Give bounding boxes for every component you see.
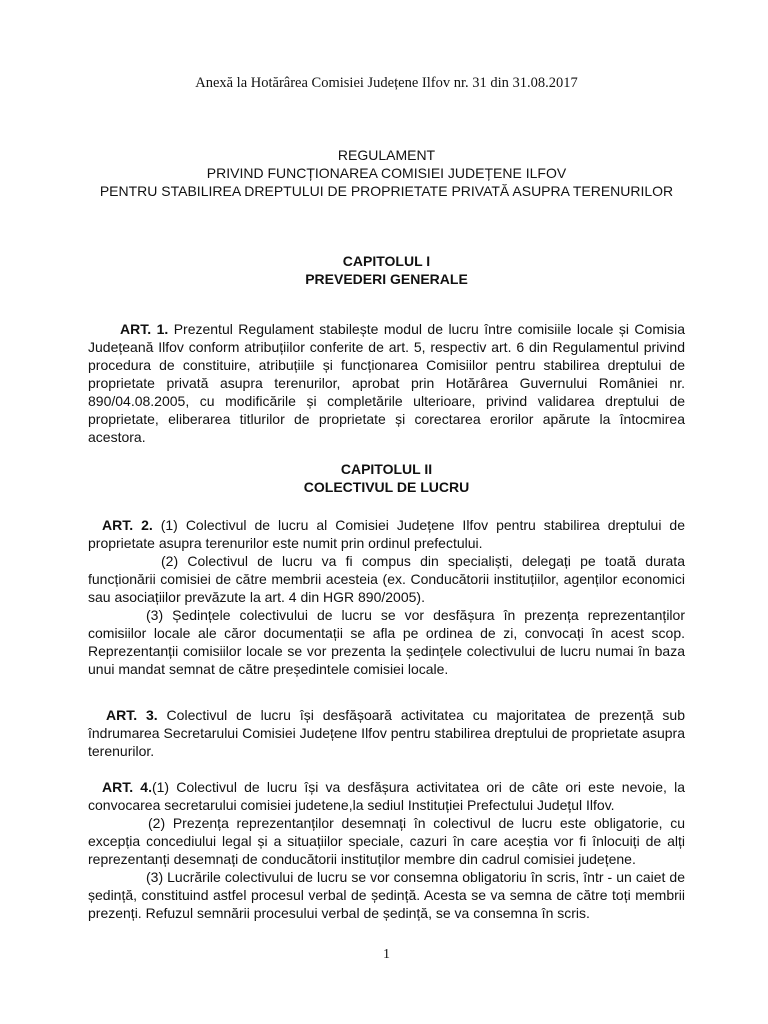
article-2-label: ART. 2. bbox=[102, 517, 153, 533]
regulation-title bbox=[88, 146, 685, 200]
article-4-paragraph-3: (3) Lucrările colectivului de lucru se vor consemna obligatoriu în scris, într - un caiet de ședință, constituind astfel procesul verbal de ședință. Acesta se va semna de către toți membrii prezenți. Refuzul semnării procesului verbal de ședință, se va consemna în scris. bbox=[88, 869, 685, 921]
article-3-label: ART. 3. bbox=[106, 707, 158, 723]
chapter-1-number: CAPITOLUL I bbox=[342, 253, 431, 269]
chapter-1-name: PREVEDERI GENERALE bbox=[305, 271, 468, 287]
article-1-label: ART. 1. bbox=[120, 321, 169, 337]
chapter-1-heading bbox=[88, 252, 685, 288]
chapter-2-number: CAPITOLUL II bbox=[340, 461, 433, 477]
article-1 bbox=[88, 320, 685, 446]
page-number: 1 bbox=[383, 947, 390, 962]
title-line-1: REGULAMENT bbox=[337, 147, 436, 163]
article-4-paragraph-2: (2) Prezența reprezentanților desemnați în colectivul de lucru este obligatorie, cu excepția concediului legal și a situațiilor speciale, cazuri în care aceștia vor fi înlocuiți de alți reprezentanți desemnați de conducătorii instituților membre din cadrul comisiei județene. bbox=[88, 815, 685, 867]
article-2-paragraph-3: (3) Ședințele colectivului de lucru se vor desfășura în prezența reprezentanților comisiilor locale ale căror documentații se afla pe ordinea de zi, convocați în acest scop. Reprezentanții comisiilor locale se vor prezenta la ședințele colectivului de lucru numai în baza unui mandat semnat de către președintele comisiei locale. bbox=[88, 607, 685, 677]
article-4-label: ART. 4. bbox=[102, 779, 152, 795]
chapter-2-heading bbox=[88, 460, 685, 496]
article-3 bbox=[88, 706, 685, 760]
article-3-text: Colectivul de lucru își desfășoară activitatea cu majoritatea de prezență sub îndrumarea Secretarului Comisiei Județene Ilfov pentru stabilirea dreptului de proprietate asupra terenurilor. bbox=[88, 707, 685, 759]
article-1-text: Prezentul Regulament stabilește modul de lucru între comisiile locale și Comisia Județeană Ilfov conform atribuțiilor conferite de art. 5, respectiv art. 6 din Regulamentul privind procedura de constituire, atribuțiile și funcționarea Comisiilor pentru stabilirea dreptului de proprietate privată asupra terenurilor, aprobat prin Hotărârea Guvernului României nr. 890/04.08.2005, cu modificările și completările ulterioare, privind validarea dreptului de proprietate, eliberarea titlurilor de proprietate și corectarea erorilor apărute la întocmirea acestora. bbox=[88, 321, 685, 445]
article-2-paragraph-2: (2) Colectivul de lucru va fi compus din specialiști, delegați pe toată durata funcționării comisiei de către membrii acesteia (ex. Conducătorii instituțiilor, agenților economici sau asociațiilor prevăzute la art. 4 din HGR 890/2005). bbox=[88, 553, 685, 605]
article-4-paragraph-1: (1) Colectivul de lucru își va desfășura activitatea ori de câte ori este nevoie, la convocarea secretarului comisiei judetene,la sediul Instituției Prefectului Județul Ilfov. bbox=[88, 779, 685, 813]
article-2 bbox=[88, 516, 685, 678]
article-2-paragraph-1: (1) Colectivul de lucru al Comisiei Județene Ilfov pentru stabilirea dreptului de proprietate asupra terenurilor este numit prin ordinul prefectului. bbox=[88, 517, 685, 551]
annex-header: Anexă la Hotărârea Comisiei Județene Ilfov nr. 31 din 31.08.2017 bbox=[195, 75, 578, 91]
document-page bbox=[88, 0, 685, 1024]
article-4 bbox=[88, 778, 685, 922]
chapter-2-name: COLECTIVUL DE LUCRU bbox=[303, 479, 470, 495]
title-line-3: PENTRU STABILIREA DREPTULUI DE PROPRIETATE PRIVATĂ ASUPRA TERENURILOR bbox=[99, 183, 674, 199]
title-line-2: PRIVIND FUNCȚIONAREA COMISIEI JUDEȚENE ILFOV bbox=[206, 165, 567, 181]
